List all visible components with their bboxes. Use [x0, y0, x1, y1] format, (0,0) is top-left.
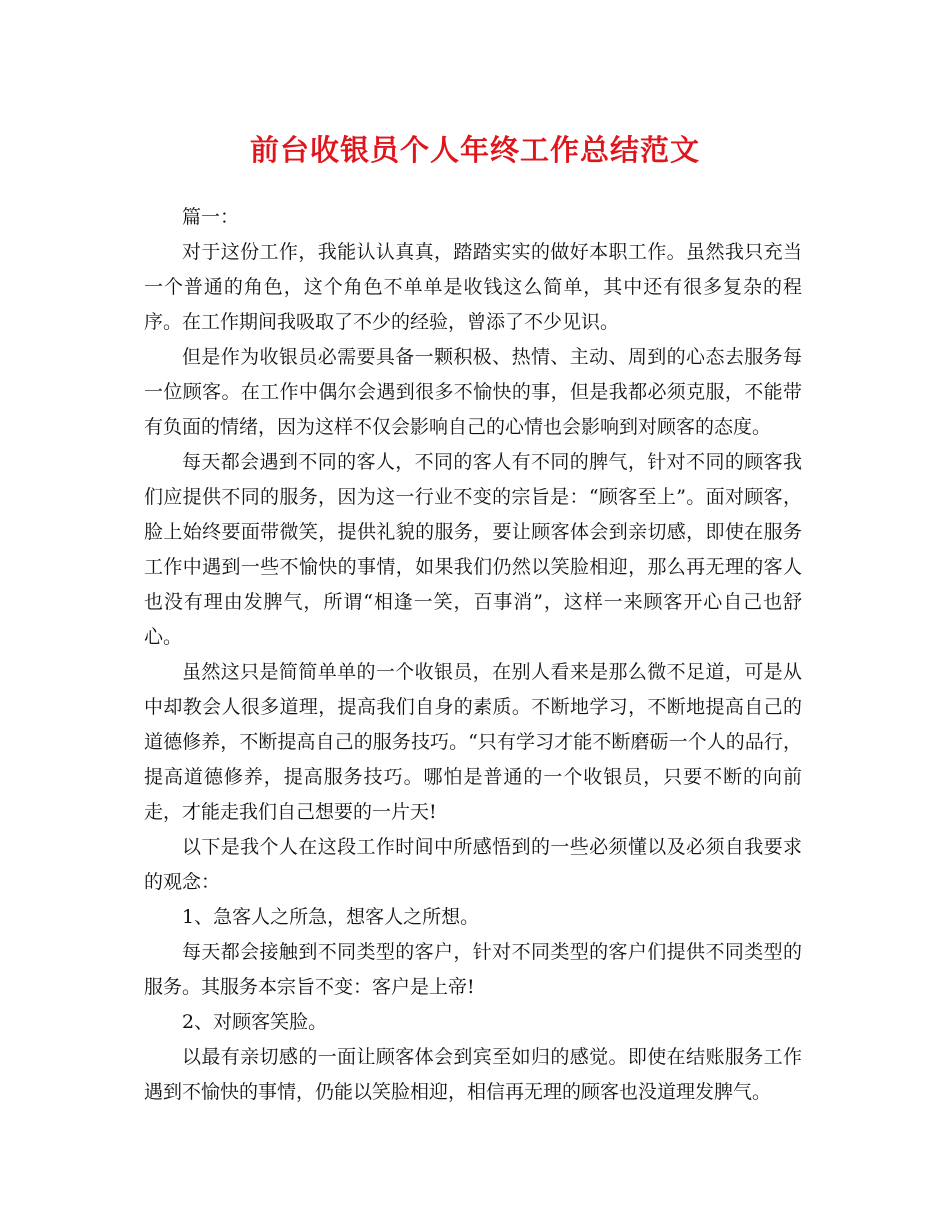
body-paragraph: 以最有亲切感的一面让顾客体会到宾至如归的感觉。即使在结账服务工作遇到不愉快的事情，仍能以笑脸相迎，相信再无理的顾客也没道理发脾气。	[144, 1046, 802, 1103]
document-title: 前台收银员个人年终工作总结范文	[249, 133, 700, 167]
body-paragraph: 对于这份工作，我能认认真真，踏踏实实的做好本职工作。虽然我只充当一个普通的角色，这个角色不单单是收钱这么简单，其中还有很多复杂的程序。在工作期间我吸取了不少的经验，曾添了不少见识。	[144, 241, 802, 333]
list-item-heading: 1、急客人之所急，想客人之所想。	[182, 906, 480, 928]
section-heading: 篇一：	[182, 206, 240, 228]
body-paragraph: 每天都会遇到不同的客人，不同的客人有不同的脾气，针对不同的顾客我们应提供不同的服务，因为这一行业不变的宗旨是：“顾客至上”。面对顾客，脸上始终要面带微笑，提供礼貌的服务，要让顾客体会到亲切感，即使在服务工作中遇到一些不愉快的事情，如果我们仍然以笑脸相迎，那么再无理的客人也没有理由发脾气，所谓“相逢一笑，百事消”，这样一来顾客开心自己也舒心。	[144, 451, 802, 648]
body-paragraph: 每天都会接触到不同类型的客户，针对不同类型的客户们提供不同类型的服务。其服务本宗旨不变：客户是上帝!	[144, 941, 802, 998]
document-body	[144, 200, 802, 1110]
body-paragraph: 以下是我个人在这段工作时间中所感悟到的一些必须懂以及必须自我要求的观念：	[144, 836, 802, 893]
body-paragraph: 但是作为收银员必需要具备一颗积极、热情、主动、周到的心态去服务每一位顾客。在工作中偶尔会遇到很多不愉快的事，但是我都必须克服，不能带有负面的情绪，因为这样不仅会影响自己的心情也会影响到对顾客的态度。	[144, 346, 802, 438]
list-item-heading: 2、对顾客笑脸。	[182, 1011, 328, 1033]
body-paragraph: 虽然这只是简简单单的一个收银员，在别人看来是那么微不足道，可是从中却教会人很多道理，提高我们自身的素质。不断地学习，不断地提高自己的道德修养，不断提高自己的服务技巧。“只有学习才能不断磨砺一个人的品行，提高道德修养，提高服务技巧。哪怕是普通的一个收银员，只要不断的向前走，才能走我们自己想要的一片天!	[144, 661, 802, 823]
